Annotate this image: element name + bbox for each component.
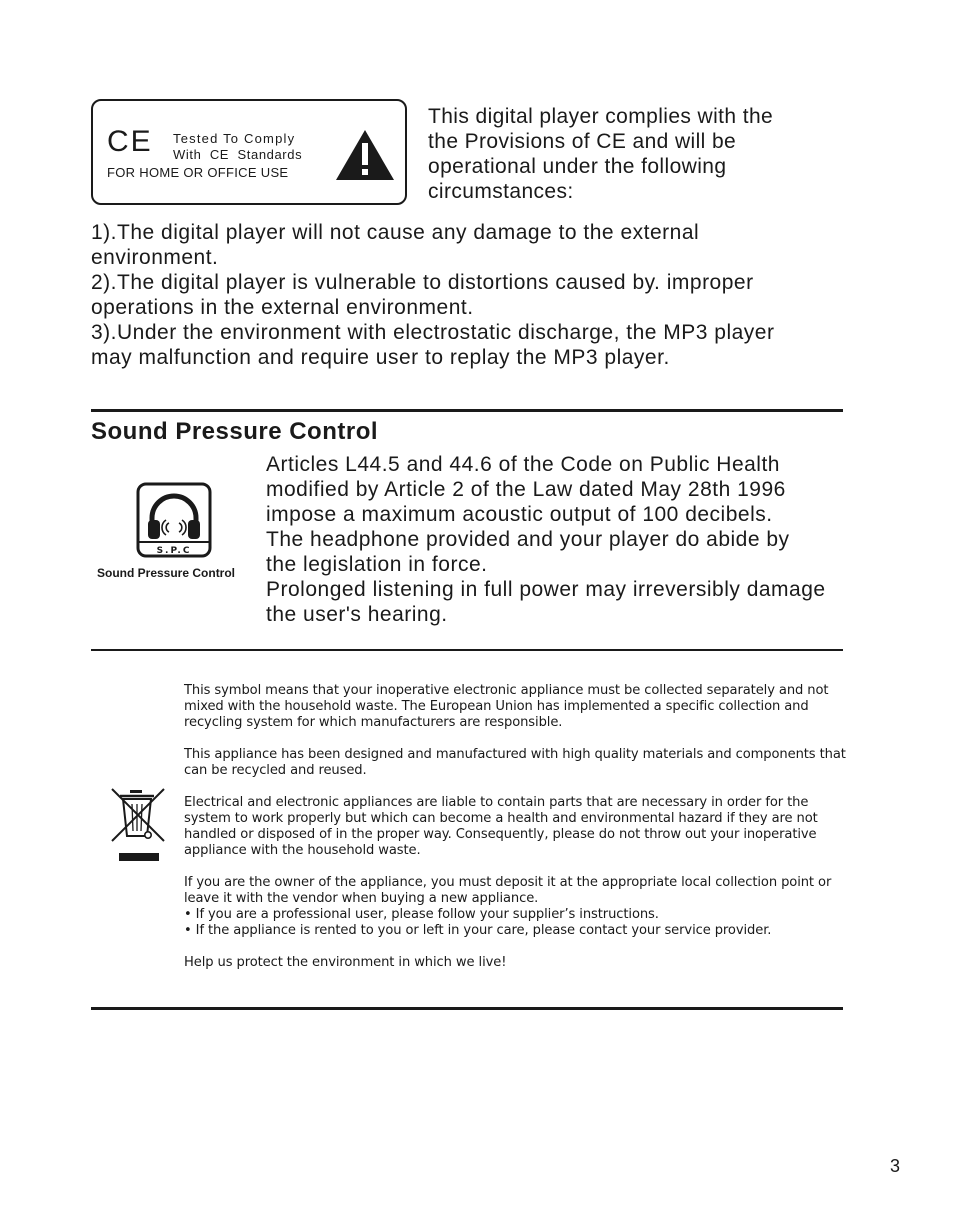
page-number: 3 [890,1156,901,1176]
ce-intro-paragraph [428,104,848,204]
clause-line: 3).Under the environment with electrostatic discharge, the MP3 player [91,321,775,344]
weee-paragraph-5: Help us protect the environment in which we live! [184,955,507,970]
text-line: the legislation in force. [266,553,488,576]
headphones-icon [136,482,212,558]
spc-heading: Sound Pressure Control [91,418,379,445]
text-line: the Provisions of CE and will be [428,130,737,153]
clause-line: environment. [91,246,219,269]
text-line: Prolonged listening in full power may irreversibly damage [266,578,826,601]
text-line: operational under the following [428,155,727,178]
text-line: Articles L44.5 and 44.6 of the Code on Public Health [266,453,780,476]
warning-triangle-icon [335,129,395,181]
section-divider [91,649,843,651]
clause-line: may malfunction and require user to replay the MP3 player. [91,346,670,369]
section-divider [91,1007,843,1010]
weee-paragraph-2: This appliance has been designed and manufactured with high quality materials and components that can be recycled and reused. [184,747,846,778]
weee-paragraph-4: If you are the owner of the appliance, you must deposit it at the appropriate local collection point or leave it with the vendor when buying a new appliance. [184,875,832,906]
weee-bullet-2: • If the appliance is rented to you or left in your care, please contact your service provider. [184,923,772,938]
section-divider [91,409,843,412]
ce-tested-text: Tested To Comply [173,131,296,146]
clause-line: 2).The digital player is vulnerable to distortions caused by. improper [91,271,754,294]
weee-paragraph-3: Electrical and electronic appliances are liable to contain parts that are necessary in order for the system to work properly but which can become a health and environmental hazard if they are not handled or disposed of in the proper way. Consequently, please do not throw out your inoperative appliance with the household waste. [184,795,818,858]
weee-bullet-1: • If you are a professional user, please follow your supplier’s instructions. [184,907,659,922]
text-line: The headphone provided and your player do abide by [266,528,790,551]
crossed-out-wheelie-bin-icon [110,786,168,862]
spc-icon-label: S.P.C [156,546,192,556]
ce-usage-text: FOR HOME OR OFFICE USE [107,165,289,180]
clause-line: operations in the external environment. [91,296,474,319]
weee-paragraph-1: This symbol means that your inoperative electronic appliance must be collected separately and not mixed with the household waste. The European Union has implemented a specific collection and recycling system for which manufacturers are responsible. [184,683,829,730]
spc-paragraph [266,452,926,627]
ce-standards-text: With CE Standards [173,147,303,162]
spc-caption: Sound Pressure Control [97,566,236,580]
ce-compliance-box [91,99,407,205]
clause-line: 1).The digital player will not cause any damage to the external [91,221,700,244]
ce-mark: CE [107,125,153,158]
text-line: the user's hearing. [266,603,448,626]
text-line: impose a maximum acoustic output of 100 decibels. [266,503,773,526]
text-line: modified by Article 2 of the Law dated May 28th 1996 [266,478,786,501]
text-line: This digital player complies with the [428,105,774,128]
clause-list [91,220,871,370]
text-line: circumstances: [428,180,574,203]
